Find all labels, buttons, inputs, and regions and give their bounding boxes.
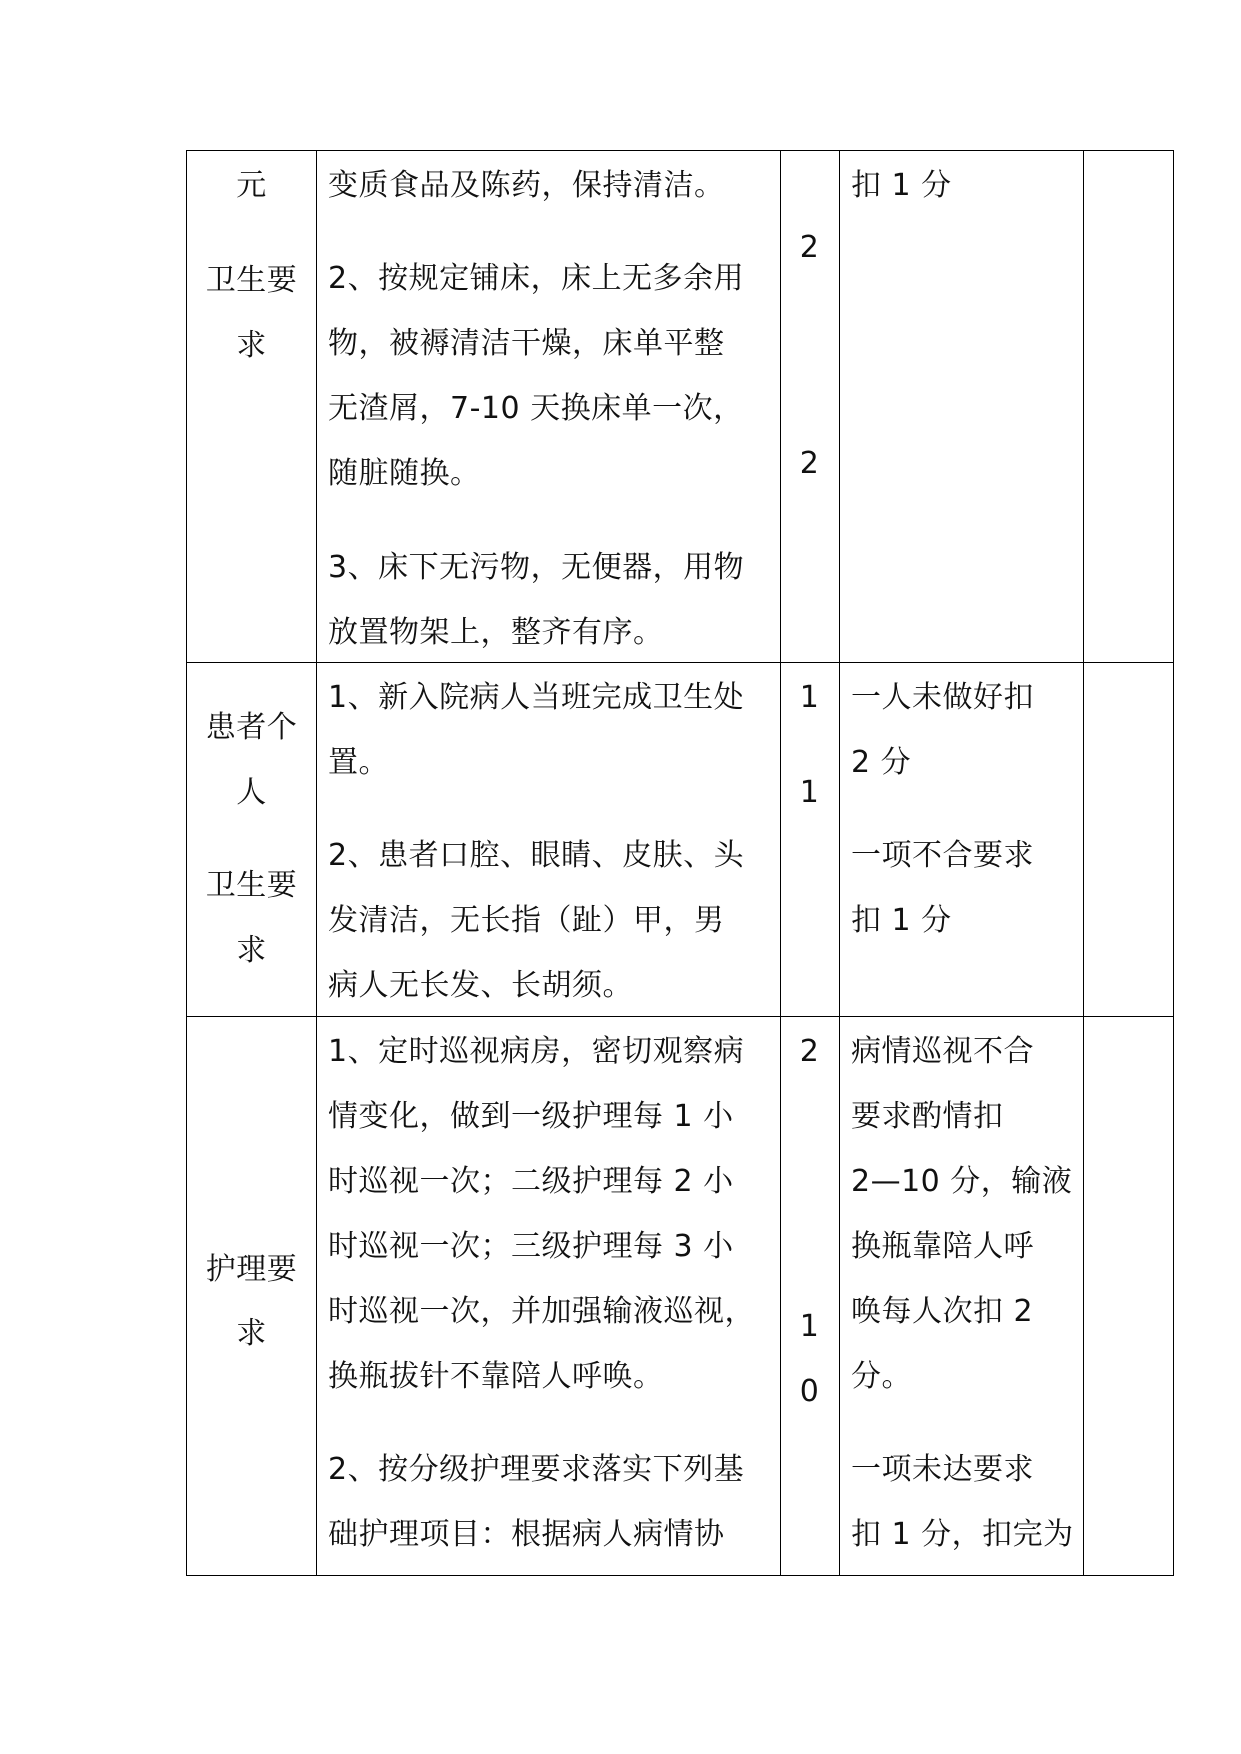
requirement-text: 物，被褥清洁干燥，床单平整 [328, 326, 725, 361]
requirement-text: 随脏随换。 [328, 456, 481, 491]
score-text: 0 [799, 1374, 820, 1409]
table-row [186, 1016, 1174, 1576]
requirement-text: 变质食品及陈药，保持清洁。 [328, 168, 725, 203]
category-text: 卫生要 [205, 868, 298, 903]
requirement-text: 时巡视一次；三级护理每 3 小 [328, 1229, 734, 1264]
deduction-text: 唤每人次扣 2 [851, 1294, 1034, 1329]
requirement-text: 3、床下无污物，无便器，用物 [328, 550, 745, 585]
requirement-text: 换瓶拔针不靠陪人呼唤。 [328, 1359, 664, 1394]
score-text: 1 [799, 680, 820, 715]
deduction-text: 要求酌情扣 [851, 1099, 1004, 1134]
score-text: 2 [799, 446, 820, 481]
score-text: 1 [799, 775, 820, 810]
category-text: 人 [236, 775, 267, 810]
category-text: 元 [236, 168, 267, 203]
deduction-text: 2—10 分，输液 [851, 1164, 1073, 1199]
table-row [186, 150, 1174, 662]
category-text: 求 [236, 933, 267, 968]
requirement-text: 情变化，做到一级护理每 1 小 [328, 1099, 734, 1134]
requirement-text: 1、定时巡视病房，密切观察病 [328, 1034, 745, 1069]
deduction-text: 扣 1 分 [851, 168, 952, 203]
requirement-text: 无渣屑，7-10 天换床单一次， [328, 391, 744, 426]
deduction-text: 换瓶靠陪人呼 [851, 1229, 1034, 1264]
category-text: 求 [236, 1316, 267, 1351]
category-text: 卫生要 [205, 263, 298, 298]
requirement-text: 2、患者口腔、眼睛、皮肤、头 [328, 838, 745, 873]
table-row [186, 662, 1174, 1016]
category-text: 求 [236, 328, 267, 363]
requirement-text: 放置物架上，整齐有序。 [328, 615, 664, 650]
assessment-table [186, 150, 1174, 1576]
requirement-text: 置。 [328, 745, 389, 780]
deduction-text: 分。 [851, 1359, 912, 1394]
requirement-text: 2、按分级护理要求落实下列基 [328, 1452, 745, 1487]
deduction-text: 一项未达要求 [851, 1452, 1034, 1487]
score-text: 2 [799, 230, 820, 265]
category-text: 护理要 [205, 1252, 298, 1287]
requirement-text: 发清洁，无长指（趾）甲，男 [328, 903, 725, 938]
requirement-text: 时巡视一次；二级护理每 2 小 [328, 1164, 734, 1199]
requirement-text: 2、按规定铺床，床上无多余用 [328, 261, 745, 296]
requirement-text: 病人无长发、长胡须。 [328, 968, 633, 1003]
deduction-text: 扣 1 分，扣完为 [851, 1517, 1074, 1552]
deduction-text: 一人未做好扣 [851, 680, 1034, 715]
score-text: 1 [799, 1309, 820, 1344]
deduction-text: 一项不合要求 [851, 838, 1034, 873]
requirement-text: 1、新入院病人当班完成卫生处 [328, 680, 745, 715]
deduction-text: 病情巡视不合 [851, 1034, 1034, 1069]
deduction-text: 扣 1 分 [851, 903, 952, 938]
category-text: 患者个 [205, 710, 298, 745]
score-text: 2 [799, 1034, 820, 1069]
deduction-text: 2 分 [851, 745, 912, 780]
requirement-text: 础护理项目：根据病人病情协 [328, 1517, 725, 1552]
requirement-text: 时巡视一次，并加强输液巡视， [328, 1294, 755, 1329]
